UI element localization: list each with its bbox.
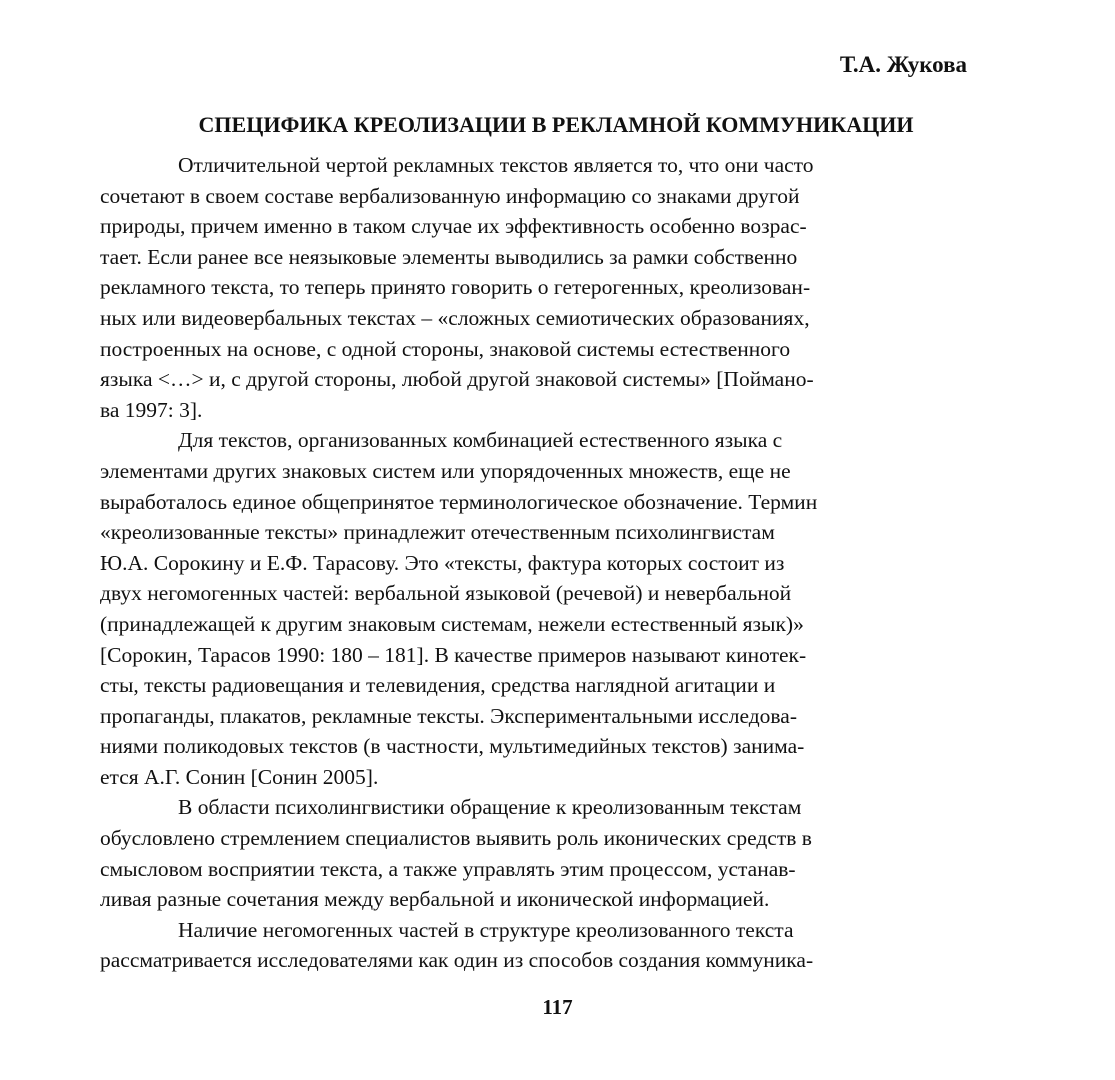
text-line: ва 1997: 3].: [100, 397, 203, 422]
paragraph-3: [100, 792, 965, 914]
text-line: пропаганды, плакатов, рекламные тексты. Экспериментальными исследова-: [100, 703, 797, 728]
text-line: построенных на основе, с одной стороны, знаковой системы естественного: [100, 336, 791, 361]
text-line: смысловом восприятии текста, а также управлять этим процессом, устанав-: [100, 856, 796, 881]
text-line: [Сорокин, Тарасов 1990: 180 – 181]. В качестве примеров называют кинотек-: [100, 642, 807, 667]
author-name: Т.А. Жукова: [839, 52, 967, 77]
text-line: ниями поликодовых текстов (в частности, мультимедийных текстов) занима-: [100, 734, 805, 759]
text-line: ливая разные сочетания между вербальной и иконической информацией.: [100, 887, 770, 912]
text-line: двух негомогенных частей: вербальной языковой (речевой) и невербальной: [100, 581, 792, 606]
article-title: СПЕЦИФИКА КРЕОЛИЗАЦИИ В РЕКЛАМНОЙ КОММУНИКАЦИИ: [198, 112, 914, 137]
paragraph-2: [100, 425, 965, 792]
paragraph-4: [100, 915, 965, 976]
paragraph-1: [100, 150, 965, 425]
article-body: [100, 150, 965, 976]
text-line: Ю.А. Сорокину и Е.Ф. Тарасову. Это «тексты, фактура которых состоит из: [100, 550, 785, 575]
text-line: сты, тексты радиовещания и телевидения, средства наглядной агитации и: [100, 673, 776, 698]
text-line: ных или видеовербальных текстах – «сложных семиотических образованиях,: [100, 305, 810, 330]
text-line: рекламного текста, то теперь принято говорить о гетерогенных, креолизован-: [100, 275, 811, 300]
text-line: (принадлежащей к другим знаковым системам, нежели естественный язык)»: [100, 611, 804, 636]
text-line: сочетают в своем составе вербализованную информацию со знаками другой: [100, 183, 800, 208]
text-line: природы, причем именно в таком случае их эффективность особенно возрас-: [100, 214, 807, 239]
text-line: элементами других знаковых систем или упорядоченных множеств, еще не: [100, 458, 791, 483]
text-line: Для текстов, организованных комбинацией естественного языка с: [178, 428, 783, 453]
text-line: выработалось единое общепринятое терминологическое обозначение. Термин: [100, 489, 818, 514]
text-line: ется А.Г. Сонин [Сонин 2005].: [100, 764, 379, 789]
text-line: тает. Если ранее все неязыковые элементы выводились за рамки собственно: [100, 244, 798, 269]
text-line: языка <…> и, с другой стороны, любой другой знаковой системы» [Пойманo-: [100, 367, 814, 392]
text-line: обусловлено стремлением специалистов выявить роль иконических средств в: [100, 826, 812, 851]
text-line: В области психолингвистики обращение к креолизованным текстам: [178, 795, 802, 820]
page-number: 117: [542, 995, 573, 1019]
text-line: рассматривается исследователями как один из способов создания коммуника-: [100, 948, 814, 973]
text-line: Наличие негомогенных частей в структуре креолизованного текста: [178, 917, 794, 942]
text-line: «креолизованные тексты» принадлежит отечественным психолингвистам: [100, 520, 775, 545]
text-line: Отличительной чертой рекламных текстов является то, что они часто: [178, 153, 814, 177]
